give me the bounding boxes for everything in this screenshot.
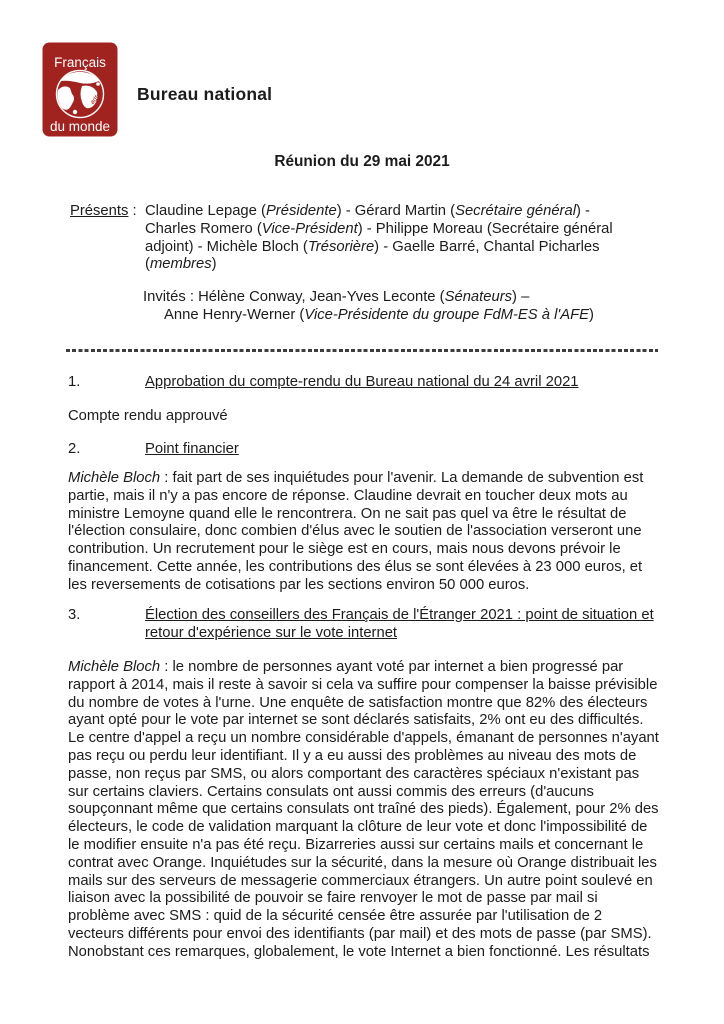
text-segment: Vice-Président: [261, 220, 358, 237]
presents-names: [145, 203, 635, 274]
org-logo-graphic: [42, 42, 118, 137]
section-1-number: 1.: [68, 374, 81, 390]
text-segment: Sénateurs: [444, 289, 513, 305]
invites-line-1: [143, 289, 529, 307]
section-1-heading: [68, 374, 660, 392]
globe-icon: [57, 71, 104, 118]
text-segment: Anne Henry-Werner (: [164, 307, 305, 323]
section-2-title: Point financier: [145, 441, 239, 457]
logo-top-text: Français: [54, 55, 106, 70]
dashed-divider: [66, 349, 658, 352]
text-segment: Invités : Hélène Conway, Jean-Yves Leconte (: [143, 289, 445, 305]
org-department-title: Bureau national: [137, 84, 273, 104]
text-segment: Compte rendu approuvé: [68, 408, 228, 424]
text-segment: Claudine Lepage (: [145, 203, 266, 219]
text-segment: ) - Philippe Moreau (Secrétaire général adjoint) - Michèle Bloch (: [145, 220, 613, 255]
text-segment: ): [589, 307, 594, 323]
text-segment: Vice-Présidente du groupe FdM-ES à l'AFE: [304, 307, 590, 323]
invites-line-2: [164, 307, 594, 325]
text-segment: ) –: [512, 289, 530, 305]
org-logo: [42, 42, 118, 137]
section-3-number: 3.: [68, 607, 81, 623]
text-segment: Michèle Bloch: [68, 470, 161, 486]
section-1-title: Approbation du compte-rendu du Bureau national du 24 avril 2021: [145, 374, 579, 390]
text-segment: Secrétaire général: [455, 203, 576, 219]
text-segment: ) - Gaelle Barré, Chantal Picharles (: [145, 238, 600, 273]
text-segment: ): [211, 256, 217, 273]
text-segment: ) - Charles Romero (: [145, 203, 590, 237]
text-segment: : fait part de ses inquiétudes pour l'avenir. La demande de subvention est partie, mais il n'y a pas encore de réponse. Claudine devrait en toucher deux mots au ministre Lemoyne quand elle le rencontrera. On ne sait pas quel va être le résultat de l'élection consulaire, donc combien d'élus avec le soutien de l'association verseront une contribution. Un recrutement pour le siège est en cours, mais nous devons prévoir le financement. Cette année, les contributions des élus se sont élevées à 23 000 euros, et les reversements de cotisations par les sections environ 50 000 euros.: [68, 470, 644, 593]
logo-bottom-text: du monde: [49, 119, 111, 134]
section-2-heading: [68, 441, 660, 459]
section-2-paragraph: [68, 470, 660, 595]
logo-globe-text: adfe: [89, 91, 103, 107]
section-3-paragraph: [68, 659, 660, 962]
text-segment: Présidente: [265, 203, 337, 219]
meeting-title: Réunion du 29 mai 2021: [274, 153, 450, 170]
section-3-title: Élection des conseillers des Français de l'Étranger 2021 : point de situation et retour d'expérience sur le vote internet: [145, 607, 654, 641]
presents-block: [70, 203, 636, 274]
presents-label-colon: :: [128, 203, 137, 219]
section-2-number: 2.: [68, 441, 81, 457]
text-segment: : le nombre de personnes ayant voté par internet a bien progressé par rapport à 2014, mais il reste à savoir si cela va suffire pour compenser la baisse prévisible du nombre de votes à l'urne. Une enquête de satisfaction montre que 82% des électeurs ayant opté pour le vote par internet se sont déclarés satisfaits, 2% ont eu des difficultés. Le centre d'appel a reçu un nombre considérable d'appels, émanant de personnes n'ayant pas reçu ou perdu leur identifiant. Il y a eu aussi des problèmes au niveau des mots de passe, non reçus par SMS, ou alors comportant des caractères spéciaux n'existant pas sur certains claviers. Certains consulats ont aussi commis des erreurs (d'aucuns soupçonnant même que certains consulats ont traîné des pieds). Également, pour 2% des électeurs, le code de validation marquant la clôture de leur vote et donc l'impossibilité de le modifier ensuite n'a pas été reçu. Bizarreries aussi sur certains mails et concernant le contrat avec Orange. Inquiétudes sur la sécurité, dans la mesure où Orange distribuait les mails sur des serveurs de messagerie commerciaux étrangers. Un autre point soulevé en liaison avec la possibilité de pouvoir se faire renvoyer le mot de passe par mail si problème avec SMS : quid de la sécurité censée être assurée par l'utilisation de 2 vecteurs différents pour envoi des identifiants (par mail) et des mots de passe (par SMS). Nonobstant ces remarques, globalement, le vote Internet a bien fonctionné. Les résultats: [68, 659, 659, 960]
section-3-heading: [68, 607, 660, 643]
text-segment: Michèle Bloch: [68, 659, 161, 675]
text-segment: membres: [149, 256, 212, 273]
presents-label-text: Présents: [70, 203, 129, 219]
text-segment: ) - Gérard Martin (: [336, 203, 456, 219]
presents-label: [70, 203, 145, 221]
text-segment: Trésorière: [307, 238, 375, 255]
section-1-paragraph: [68, 408, 660, 426]
